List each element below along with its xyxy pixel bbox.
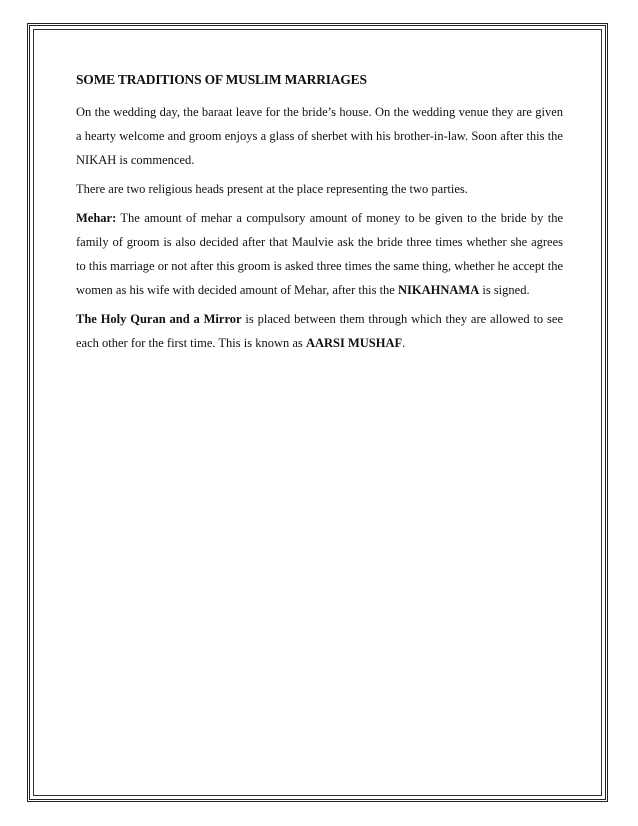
- aarsi-mushaf-term: AARSI MUSHAF: [305, 336, 403, 350]
- mehar-label: Mehar:: [76, 211, 117, 225]
- aarsi-text: is placed between them through which they are allowed to see each other for the first time. This is known as: [76, 312, 563, 350]
- document-body: [76, 72, 563, 360]
- nikahnama-term: NIKAHNAMA: [397, 283, 480, 297]
- paragraph-aarsi-mushaf: [76, 307, 563, 355]
- paragraph-mehar: [76, 206, 563, 302]
- mehar-text: The amount of mehar a compulsory amount of money to be given to the bride by the family of groom is also decided after that Maulvie ask the bride three times whether she agrees to this marriage or not after this groom is asked three times the same thing, whether he accept the women as his wife with decided amount of Mehar, after this the: [76, 211, 563, 297]
- section-heading: SOME TRADITIONS OF MUSLIM MARRIAGES: [76, 72, 367, 87]
- aarsi-end: .: [402, 336, 406, 350]
- paragraph-religious-heads: There are two religious heads present at the place representing the two parties.: [76, 182, 468, 196]
- quran-mirror-label: The Holy Quran and a Mirror: [76, 312, 242, 326]
- mehar-end: is signed.: [479, 283, 530, 297]
- paragraph-wedding-day: On the wedding day, the baraat leave for the bride’s house. On the wedding venue they are given a hearty welcome and groom enjoys a glass of sherbet with his brother-in-law. Soon after this the NIKAH is commenced.: [76, 105, 563, 167]
